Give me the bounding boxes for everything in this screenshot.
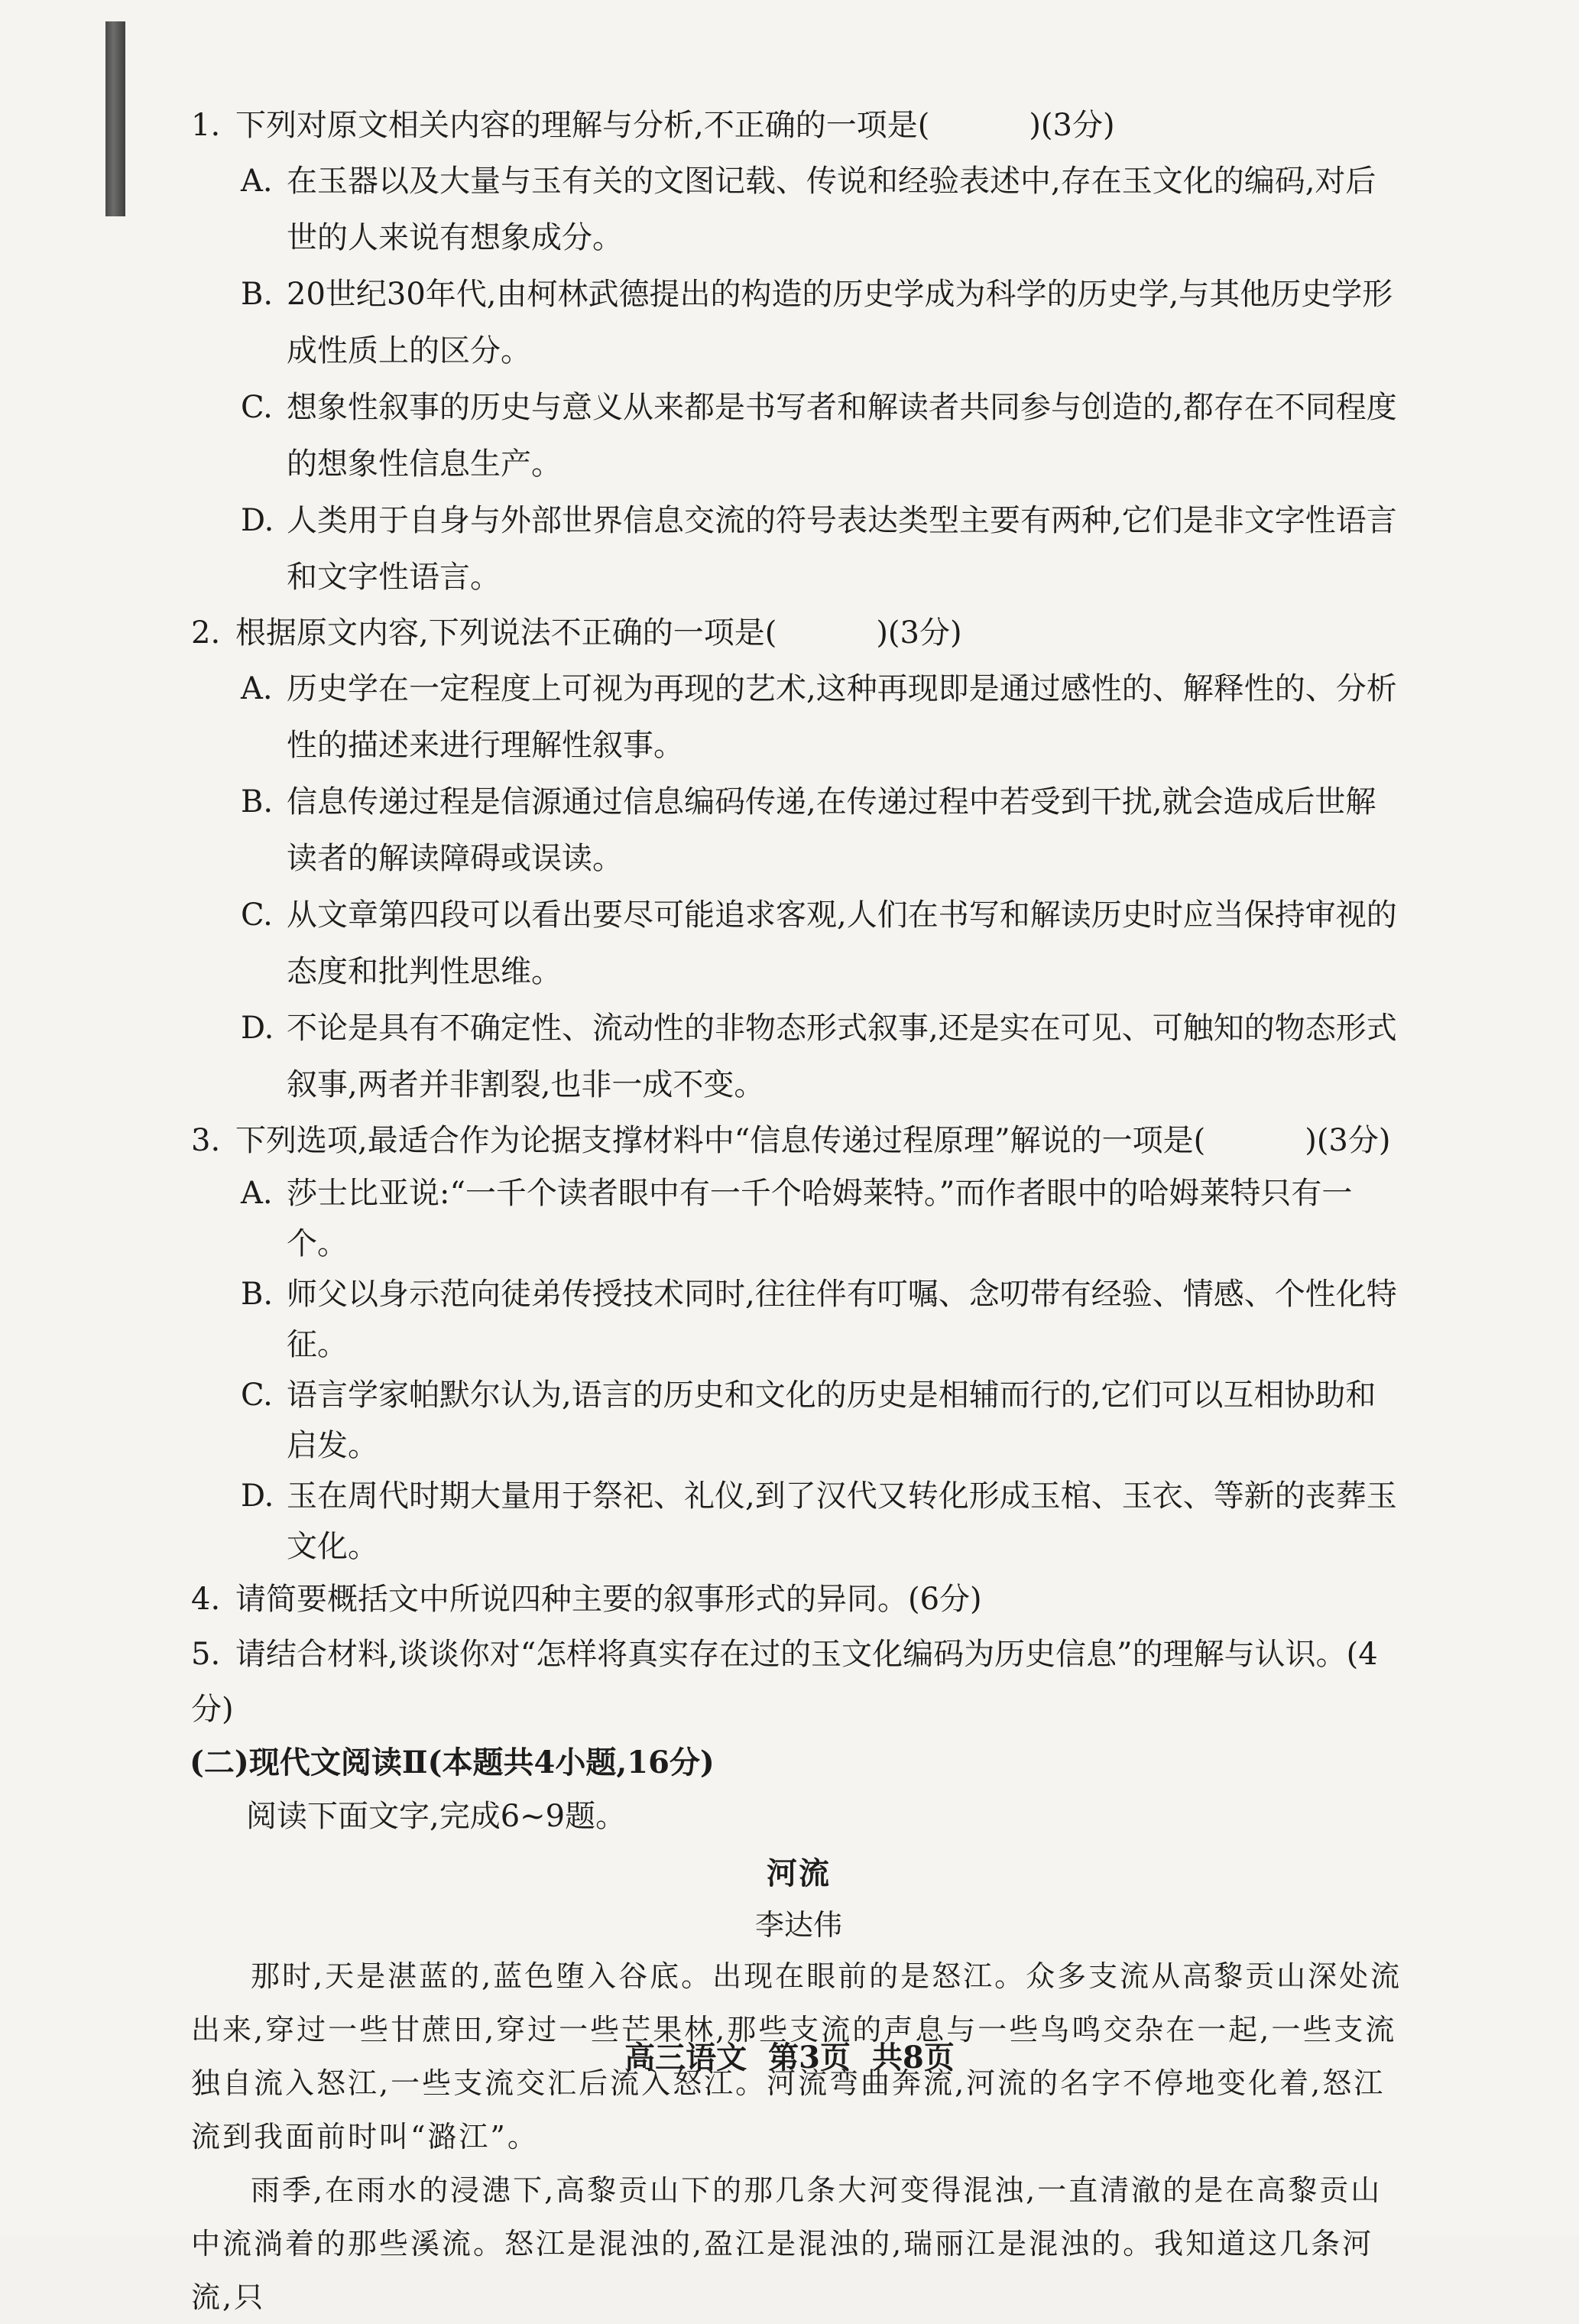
question-4 bbox=[191, 1572, 1406, 1627]
question-score: )(3分) bbox=[1029, 108, 1115, 143]
question-number: 4. bbox=[191, 1582, 221, 1617]
question-score: )(3分) bbox=[876, 615, 962, 651]
option-a: A. 在玉器以及大量与玉有关的文图记载、传说和经验表述中,存在玉文化的编码,对后世的人来说有想象成分。 bbox=[241, 164, 1376, 255]
binding-strip bbox=[105, 21, 125, 216]
question-stem: 下列选项,最适合作为论据支撑材料中“信息传递过程原理”解说的一项是( bbox=[235, 1123, 1206, 1158]
question-number: 5. bbox=[191, 1637, 221, 1672]
footer-total: 共8页 bbox=[872, 2040, 955, 2076]
question-number: 2. bbox=[191, 615, 221, 651]
option-b: B. 20世纪30年代,由柯林武德提出的构造的历史学成为科学的历史学,与其他历史学形成性质上的区分。 bbox=[241, 277, 1393, 368]
page-footer bbox=[0, 2034, 1579, 2077]
passage-author: 李达伟 bbox=[754, 1908, 842, 1942]
question-2 bbox=[191, 605, 1406, 661]
question-stem: 下列对原文相关内容的理解与分析,不正确的一项是( bbox=[235, 108, 930, 143]
question-5 bbox=[191, 1627, 1406, 1737]
question-text: 请简要概括文中所说四种主要的叙事形式的异同。(6分) bbox=[235, 1582, 982, 1617]
option-b: B. 信息传递过程是信源通过信息编码传递,在传递过程中若受到干扰,就会造成后世解读者的解读障碍或误读。 bbox=[241, 784, 1376, 876]
option-c: C. 想象性叙事的历史与意义从来都是书写者和解读者共同参与创造的,都存在不同程度的想象性信息生产。 bbox=[241, 390, 1397, 482]
passage-title: 河流 bbox=[767, 1855, 831, 1891]
option-c: C. 从文章第四段可以看出要尽可能追求客观,人们在书写和解读历史时应当保持审视的态度和批判性思维。 bbox=[241, 897, 1397, 989]
question-number: 3. bbox=[191, 1123, 221, 1158]
footer-page: 第3页 bbox=[768, 2040, 851, 2076]
question-score: )(3分) bbox=[1305, 1123, 1391, 1158]
option-a: A. 莎士比亚说:“一千个读者眼中有一千个哈姆莱特。”而作者眼中的哈姆莱特只有一个。 bbox=[241, 1176, 1353, 1261]
content bbox=[191, 98, 1406, 2324]
passage-paragraph: 雨季,在雨水的浸漶下,高黎贡山下的那几条大河变得混浊,一直清澈的是在高黎贡山中流淌着的那些溪流。怒江是混浊的,盈江是混浊的,瑞丽江是混浊的。我知道这几条河流,只 bbox=[191, 2173, 1383, 2314]
question-stem: 根据原文内容,下列说法不正确的一项是( bbox=[235, 615, 777, 651]
option-d: D. 不论是具有不确定性、流动性的非物态形式叙事,还是实在可见、可触知的物态形式叙事,两者并非割裂,也非一成不变。 bbox=[241, 1011, 1397, 1102]
question-text: 请结合材料,谈谈你对“怎样将真实存在过的玉文化编码为历史信息”的理解与认识。(4分) bbox=[191, 1637, 1378, 1727]
option-d: D. 人类用于自身与外部世界信息交流的符号表达类型主要有两种,它们是非文字性语言和文字性语言。 bbox=[241, 503, 1397, 595]
question-3 bbox=[191, 1113, 1406, 1168]
option-d: D. 玉在周代时期大量用于祭祀、礼仪,到了汉代又转化形成玉棺、玉衣、等新的丧葬玉文化。 bbox=[241, 1478, 1397, 1564]
footer-subject: 高三语文 bbox=[624, 2040, 747, 2076]
passage-paragraph: 那时,天是湛蓝的,蓝色堕入谷底。出现在眼前的是怒江。众多支流从高黎贡山深处流出来,穿过一些甘蔗田,穿过一些芒果林,那些支流的声息与一些鸟鸣交杂在一起,一些支流独自流入怒江,一些支流交汇后流入怒江。河流弯曲奔流,河流的名字不停地变化着,怒江流到我面前时叫“潞江”。 bbox=[191, 1959, 1402, 2154]
option-c: C. 语言学家帕默尔认为,语言的历史和文化的历史是相辅而行的,它们可以互相协助和启发。 bbox=[241, 1378, 1376, 1463]
question-number: 1. bbox=[191, 108, 221, 143]
option-a: A. 历史学在一定程度上可视为再现的艺术,这种再现即是通过感性的、解释性的、分析性的描述来进行理解性叙事。 bbox=[241, 671, 1397, 763]
option-b: B. 师父以身示范向徒弟传授技术同时,往往伴有叮嘱、念叨带有经验、情感、个性化特征。 bbox=[241, 1277, 1397, 1362]
section-instruction: 阅读下面文字,完成6~9题。 bbox=[246, 1799, 627, 1834]
question-1 bbox=[191, 98, 1406, 153]
section-heading: (二)现代文阅读Ⅱ(本题共4小题,16分) bbox=[190, 1745, 715, 1780]
